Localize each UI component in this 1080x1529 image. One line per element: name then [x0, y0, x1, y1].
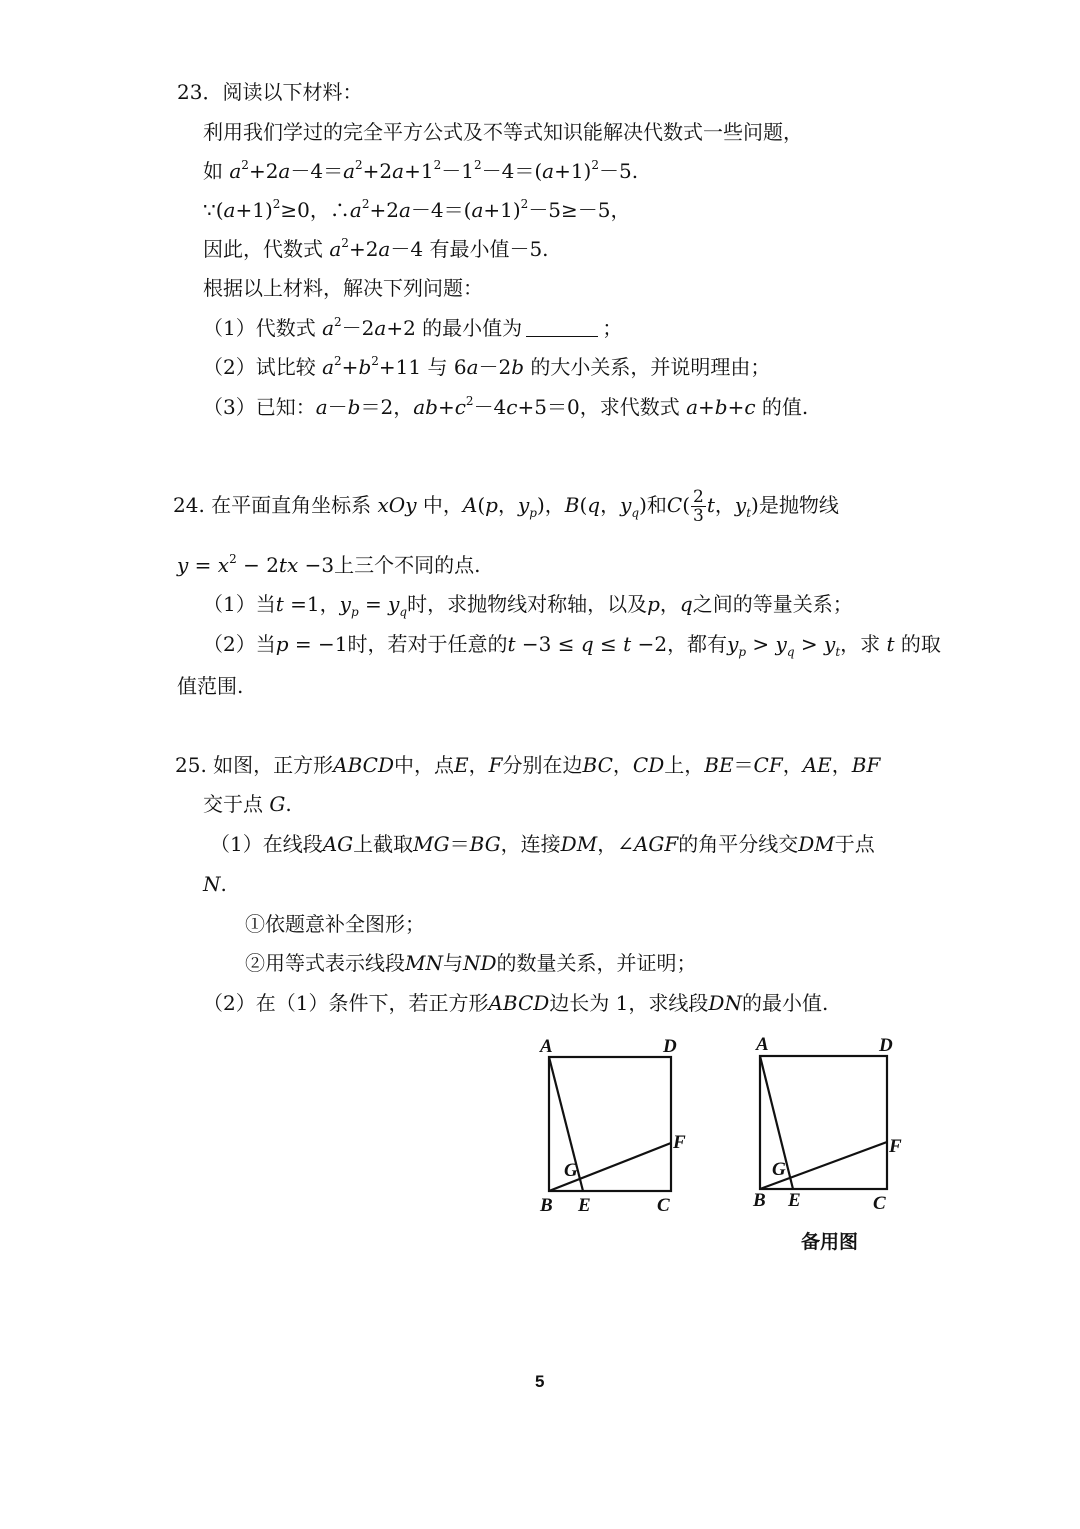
label-b: B	[540, 1195, 553, 1216]
label-a-spare: A	[756, 1034, 769, 1055]
label-f-spare: F	[889, 1136, 902, 1157]
q23-reasoning: $\because(a+1)^2\ge 0$，$\therefore a^2+2a-4=(a+1)^2-5\ge-5$，	[203, 197, 631, 222]
q24-part2: （2）当p = −1时，若对于任意的t −3 ≤ q ≤ t −2，都有$y_p > y_q > y_t$，求 t 的取	[203, 632, 941, 659]
answer-blank[interactable]	[526, 318, 598, 337]
page-number: 5	[535, 1372, 545, 1391]
label-c-spare: C	[873, 1193, 886, 1214]
q23-part1: （1）代数式 $a^2-2a+2$ 的最小值为 ；	[203, 315, 623, 340]
q25-part1-cont: N.	[203, 872, 227, 896]
q24-number: 24.	[173, 493, 205, 517]
label-g-spare: G	[772, 1159, 786, 1180]
q24-part1: （1）当t =1，$y_p = y_q$时，求抛物线对称轴，以及p，q之间的等量关系；	[203, 592, 853, 619]
q25-part1: （1）在线段AG上截取MG＝BG，连接DM，∠AGF的角平分线交DM于点	[210, 832, 875, 856]
q25-intro-cont: 交于点 G.	[203, 792, 292, 816]
label-e: E	[578, 1195, 591, 1216]
label-d-spare: D	[879, 1035, 893, 1056]
label-g: G	[564, 1160, 578, 1181]
q25-part2: （2）在（1）条件下，若正方形ABCD边长为 1，求线段DN的最小值.	[203, 991, 829, 1015]
q23-part2: （2）试比较 $a^2+b^2+11$ 与 6a－2b 的大小关系，并说明理由；	[203, 354, 771, 379]
label-c: C	[657, 1195, 670, 1216]
q23-heading: 23．阅读以下材料：	[177, 80, 363, 104]
square-figure-main	[535, 1035, 715, 1220]
q23-example: 如 $a^2+2a-4=a^2+2a+1^2-1^2-4=(a+1)^2-5$.	[203, 158, 639, 183]
q25-number: 25.	[175, 753, 207, 777]
fraction-two-thirds: $\frac{2}{3}$	[693, 487, 704, 526]
label-b-spare: B	[753, 1190, 766, 1211]
q23-conclusion: 因此，代数式 $a^2+2a-4$ 有最小值－5.	[203, 236, 549, 261]
q23-task: 根据以上材料，解决下列问题：	[203, 276, 483, 300]
q24-intro: 24. 在平面直角坐标系 xOy 中，A(p，$y_p$)，B(q，$y_q$)和C( $\frac{2}{3}$ t，$y_t$)是抛物线	[173, 487, 839, 526]
q25-sub1: ①依题意补全图形；	[245, 912, 425, 936]
square-figure-spare	[748, 1032, 908, 1217]
label-d: D	[663, 1036, 677, 1057]
figure-caption: 备用图	[801, 1231, 859, 1253]
q23-intro: 利用我们学过的完全平方公式及不等式知识能解决代数式一些问题，	[203, 120, 803, 144]
q23-number: 23．	[177, 80, 223, 104]
label-e-spare: E	[788, 1190, 801, 1211]
q23-part3: （3）已知：a－b＝2，$ab+c^2-4c+5=0$，求代数式 a+b+c 的值.	[203, 394, 809, 419]
q25-intro: 25. 如图，正方形ABCD中，点E，F分别在边BC，CD上，BE＝CF，AE，BF	[175, 753, 881, 777]
q24-part2-cont: 值范围.	[177, 674, 244, 698]
q25-sub2: ②用等式表示线段MN与ND的数量关系，并证明；	[245, 951, 697, 975]
q24-parabola: $y = x^2 - 2tx -3$上三个不同的点.	[177, 552, 481, 577]
label-a: A	[540, 1036, 553, 1057]
label-f: F	[673, 1132, 686, 1153]
